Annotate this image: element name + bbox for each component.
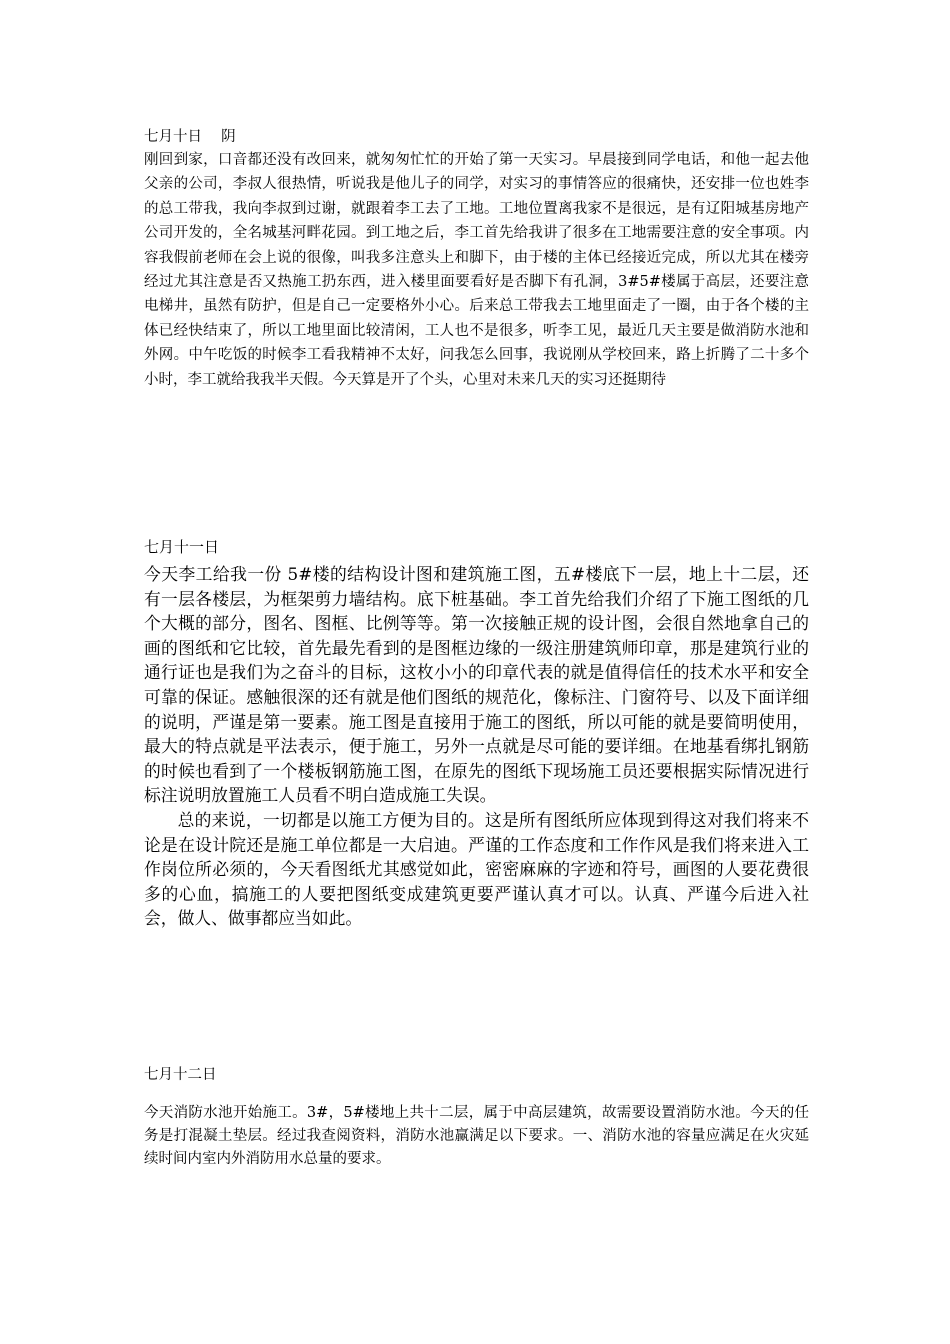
- diary-entry-july-11: [144, 536, 809, 931]
- entry-date-heading: 七月十一日: [144, 538, 220, 556]
- entry-date-heading: 七月十二日: [144, 1067, 217, 1083]
- entry-paragraph: 刚回到家，口音都还没有改回来，就匆匆忙忙的开始了第一天实习。早晨接到同学电话，和他一起去他父亲的公司，李叔人很热情，听说我是他儿子的同学，对实习的事情答应的很痛快，还安排一位也姓李的总工带我，我向李叔到过谢，就跟着李工去了工地。工地位置离我家不是很远，是有辽阳城基房地产公司开发的，全名城基河畔花园。到工地之后，李工首先给我讲了很多在工地需要注意的安全事项。内容我假前老师在会上说的很像，叫我多注意头上和脚下，由于楼的主体已经接近完成，所以尤其在楼旁经过尤其注意是否又热施工扔东西，进入楼里面要看好是否脚下有孔洞，3#5#楼属于高层，还要注意电梯井，虽然有防护，但是自己一定要格外小心。后来总工带我去工地里面走了一圈，由于各个楼的主体已经快结束了，所以工地里面比较清闲，工人也不是很多，听李工见，最近几天主要是做消防水池和外网。中午吃饭的时候李工看我精神不太好，问我怎么回事，我说刚从学校回来，路上折腾了二十多个小时，李工就给我我半天假。今天算是开了个头，心里对未来几天的实习还挺期待: [144, 152, 809, 388]
- diary-entry-july-10: [144, 126, 809, 392]
- entry-paragraph: 今天李工给我一份 5#楼的结构设计图和建筑施工图，五#楼底下一层，地上十二层，还有一层各楼层，为框架剪力墙结构。底下桩基础。李工首先给我们介绍了下施工图纸的几个大概的部分，图名、图框、比例等等。第一次接触正规的设计图，会很自然地拿自己的画的图纸和它比较，首先最先看到的是图框边缘的一级注册建筑师印章，那是建筑行业的通行证也是我们为之奋斗的目标，这枚小小的印章代表的就是值得信任的技术水平和安全可靠的保证。感触很深的还有就是他们图纸的规范化，像标注、门窗符号、以及下面详细的说明，严谨是第一要素。施工图是直接用于施工的图纸，所以可能的就是要简明使用，最大的特点就是平法表示，便于施工，另外一点就是尽可能的要详细。在地基看绑扎钢筋的时候也看到了一个楼板钢筋施工图，在原先的图纸下现场施工员还要根据实际情况进行标注说明放置施工人员看不明白造成施工失误。: [144, 564, 809, 806]
- diary-entry-july-12: [144, 1064, 809, 1171]
- entry-paragraph: 总的来说，一切都是以施工方便为目的。这是所有图纸所应体现到得这对我们将来不论是在设计院还是施工单位都是一大启迪。严谨的工作态度和工作作风是我们将来进入工作岗位所必须的，今天看图纸尤其感觉如此，密密麻麻的字迹和符号，画图的人要花费很多的心血，搞施工的人要把图纸变成建筑更要严谨认真才可以。认真、严谨今后进入社会，做人、做事都应当如此。: [144, 809, 809, 929]
- entry-paragraph: 今天消防水池开始施工。3#，5#楼地上共十二层，属于中高层建筑，故需要设置消防水池。今天的任务是打混凝土垫层。经过我查阅资料，消防水池赢满足以下要求。一、消防水池的容量应满足在火灾延续时间内室内外消防用水总量的要求。: [144, 1105, 809, 1167]
- entry-date-heading: 七月十日 阴: [144, 129, 236, 145]
